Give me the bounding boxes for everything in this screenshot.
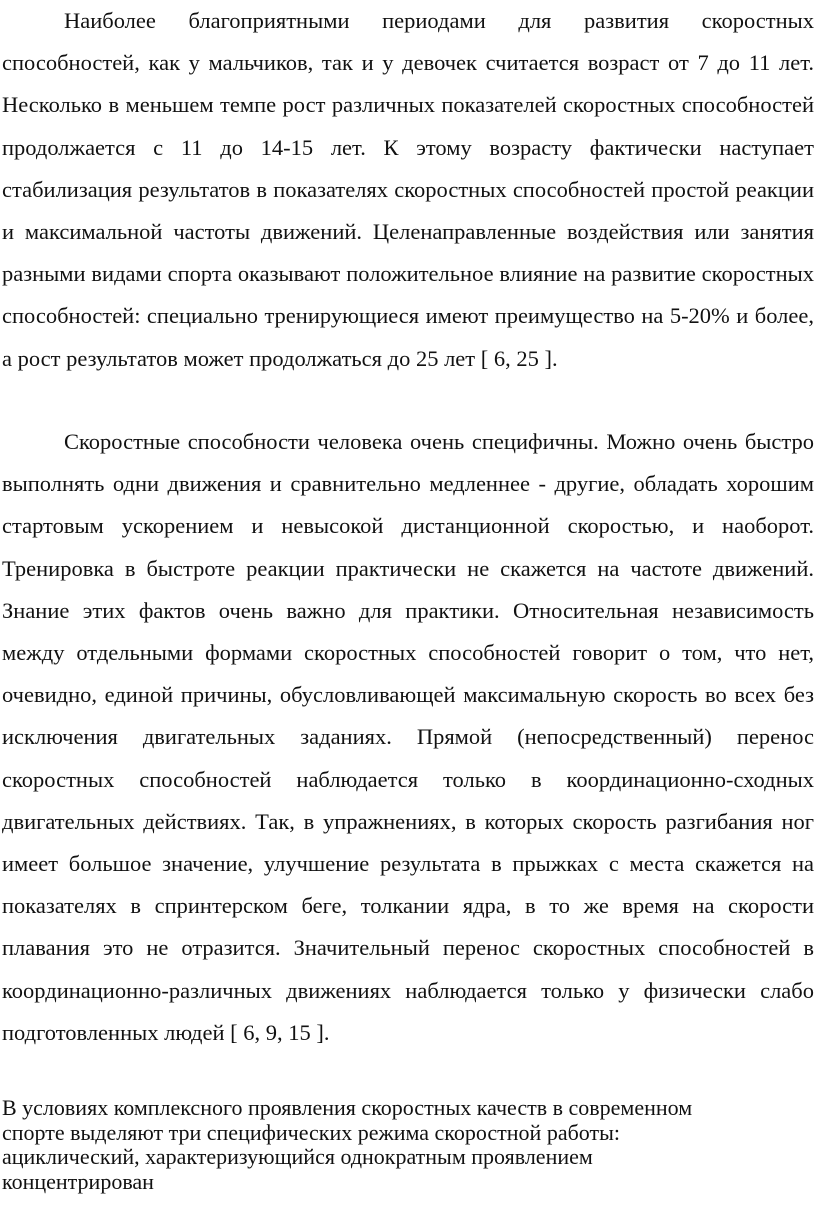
paragraph-speed-specificity: Скоростные способности человека очень специфичны. Можно очень быстро выполнять одни движения и сравнительно медленнее - другие, обладать хорошим стартовым ускорением и невысокой дистанционной скоростью, и наоборот. Тренировка в быстроте реакции практически не скажется на частоте движений. Знание этих фактов очень важно для практики. Относительная независимость между отдельными формами скоростных способностей говорит о том, что нет, очевидно, единой причины, обусловливающей максимальную скорость во всех без исключения двигательных заданиях. Прямой (непосредственный) перенос скоростных способностей наблюдается только в координационно-сходных двигательных действиях. Так, в упражнениях, в которых скорость разгибания ног имеет большое значение, улучшение результата в прыжках с места скажется на показателях в спринтерском беге, толкании ядра, в то же время на скорости плавания это не отразится. Значительный перенос скоростных способностей в координационно-различных движениях наблюдается только у физически слабо подготовленных людей [ 6, 9, 15 ]. <box>2 429 814 1045</box>
text-line: спорте выделяют три специфических режима скоростной работы: <box>2 1119 621 1145</box>
paragraph-speed-development-age: Наиболее благоприятными периодами для развития скоростных способностей, как у мальчиков, так и у девочек считается возраст от 7 до 11 лет. Несколько в меньшем темпе рост различных показателей скоростных способностей продолжается с 11 до 14-15 лет. К этому возрасту фактически наступает стабилизация результатов в показателях скоростных способностей простой реакции и максимальной частоты движений. Целенаправленные воздействия или занятия разными видами спорта оказывают положительное влияние на развитие скоростных способностей: специально тренирующиеся имеют преимущество на 5-20% и более, а рост результатов может продолжаться до 25 лет [ 6, 25 ]. <box>2 8 814 371</box>
text-line: концентрирован <box>2 1168 154 1194</box>
text-line: В условиях комплексного проявления скоростных качеств в современном <box>2 1095 693 1120</box>
paragraph-speed-modes <box>2 1096 782 1194</box>
text-line: ациклический, характеризующийся однократным проявлением <box>2 1144 593 1169</box>
